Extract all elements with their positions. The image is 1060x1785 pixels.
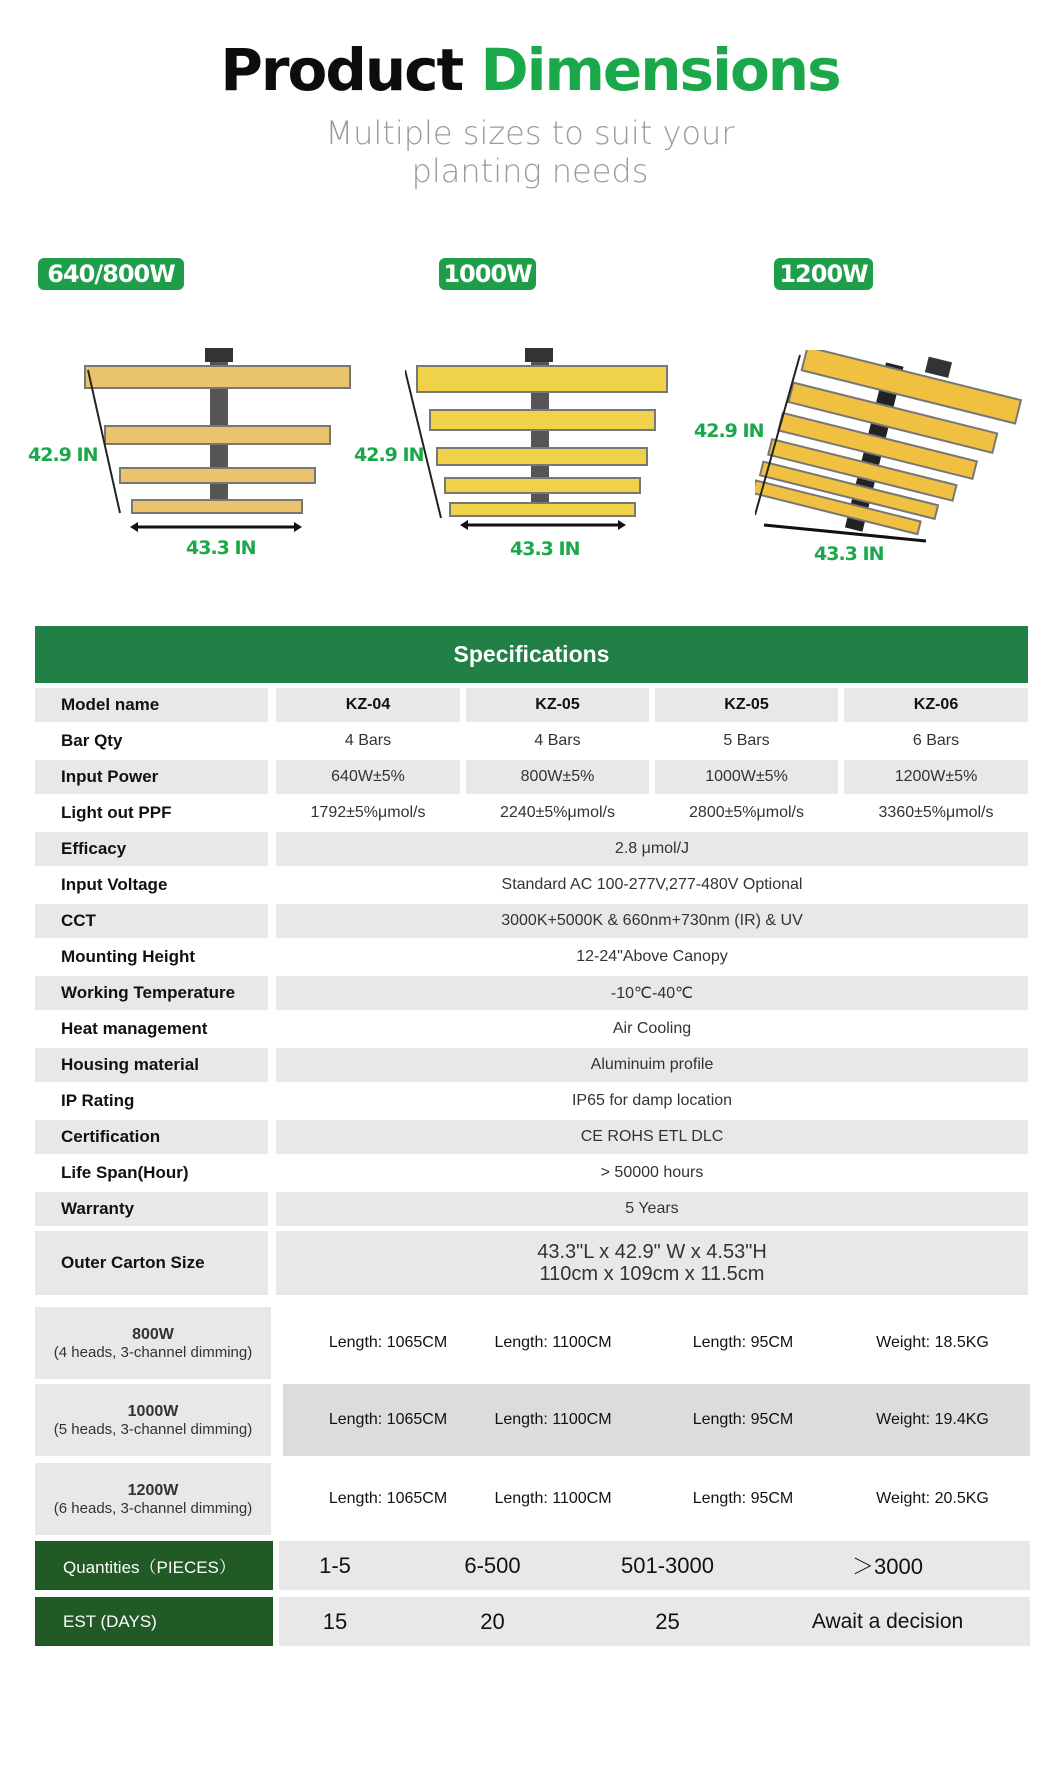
quantities-value: 501-3000 <box>621 1552 714 1578</box>
spec-row-label: Input Voltage <box>61 875 168 894</box>
spec-row-value: 2.8 μmol/J <box>276 832 1028 866</box>
title-part1: Product <box>220 36 463 104</box>
spec-row-value: 5 Years <box>276 1192 1028 1226</box>
est-label: EST (DAYS) <box>35 1597 273 1646</box>
dimension-model: 1000W <box>127 1402 179 1420</box>
spec-row-label: Life Span(Hour) <box>61 1163 189 1182</box>
est-value: 15 <box>322 1608 348 1634</box>
spec-row-value: 3360±5%μmol/s <box>878 804 994 821</box>
spec-row-value: 3000K+5000K & 660nm+730nm (IR) & UV <box>276 904 1028 938</box>
quantities-value: 1-5 <box>319 1552 351 1578</box>
lamp-4-bar-image <box>80 348 355 538</box>
subtitle-line2: planting needs <box>411 152 649 190</box>
width-label-2: 43.3 IN <box>510 538 580 560</box>
quantities-value: 6-500 <box>464 1552 521 1578</box>
dimension-model: 800W <box>132 1325 174 1343</box>
spec-row-value: KZ-05 <box>655 688 838 722</box>
dimension-model-desc: (4 heads, 3-channel dimming) <box>53 1343 253 1361</box>
dimension-value: Weight: 18.5KG <box>876 1334 989 1351</box>
dimension-model: 1200W <box>127 1481 179 1499</box>
dimension-value: Weight: 19.4KG <box>876 1411 989 1428</box>
height-label-3: 42.9 IN <box>694 420 764 442</box>
est-value: Await a decision <box>811 1609 964 1633</box>
spec-row-label: Input Power <box>35 760 268 794</box>
width-arrow-icon <box>130 520 302 534</box>
subtitle-line1: Multiple sizes to suit your <box>325 114 735 152</box>
spec-row-value: Aluminuim profile <box>276 1048 1028 1082</box>
spec-row-value: 800W±5% <box>466 760 649 794</box>
model-badge-640-800w: 640/800W <box>38 258 184 290</box>
spec-row-label: Heat management <box>61 1019 208 1038</box>
spec-row-label: Model name <box>35 688 268 722</box>
carton-size-inches: 43.3"L x 42.9" W x 4.53"H <box>537 1241 767 1263</box>
dimension-value: Length: 1100CM <box>494 1490 612 1507</box>
spec-row-value: 6 Bars <box>912 732 960 749</box>
spec-row-value: KZ-04 <box>276 688 460 722</box>
carton-size-value <box>276 1231 1028 1295</box>
est-value: 25 <box>655 1608 680 1634</box>
spec-row-value: CE ROHS ETL DLC <box>276 1120 1028 1154</box>
spec-row-value: 1792±5%μmol/s <box>310 804 426 821</box>
model-badge-1200w: 1200W <box>774 258 873 290</box>
lamp-6-bar-image <box>755 350 1025 545</box>
spec-row-value: Standard AC 100-277V,277-480V Optional <box>501 876 803 893</box>
spec-row-value: 4 Bars <box>534 732 581 749</box>
carton-size-cm: 110cm x 109cm x 11.5cm <box>539 1263 765 1285</box>
spec-row-label: Mounting Height <box>61 947 196 966</box>
lamp-5-bar-image <box>405 348 675 538</box>
dimension-value: Weight: 20.5KG <box>876 1490 989 1507</box>
spec-row-value: 1000W±5% <box>655 760 838 794</box>
dimension-value: Length: 1065CM <box>328 1490 448 1507</box>
dimension-value: Length: 95CM <box>692 1490 794 1507</box>
dimension-model-desc: (5 heads, 3-channel dimming) <box>53 1420 253 1438</box>
dimension-row-label <box>35 1463 271 1535</box>
spec-row-label: CCT <box>35 904 268 938</box>
spec-row-value: 5 Bars <box>723 732 770 749</box>
quantities-label: Quantities（PIECES） <box>35 1541 273 1590</box>
spec-row-value: KZ-05 <box>466 688 649 722</box>
dimension-value: Length: 1065CM <box>328 1334 448 1351</box>
dimension-value: Length: 95CM <box>692 1411 794 1428</box>
dimension-value: Length: 1100CM <box>494 1334 612 1351</box>
spec-row-value: 12-24"Above Canopy <box>576 948 728 965</box>
spec-row-value: KZ-06 <box>844 688 1028 722</box>
spec-row-label: Light out PPF <box>61 803 172 822</box>
spec-row-value: -10℃-40℃ <box>276 976 1028 1010</box>
title-part2: Dimensions <box>480 36 840 104</box>
dimension-value: Length: 95CM <box>692 1334 794 1351</box>
spec-row-value: 2800±5%μmol/s <box>689 804 804 821</box>
spec-row-label: Housing material <box>35 1048 268 1082</box>
spec-row-value: 640W±5% <box>276 760 460 794</box>
dimension-row-label <box>35 1384 271 1456</box>
width-label-1: 43.3 IN <box>186 537 256 559</box>
dimension-value: Length: 1100CM <box>494 1411 612 1428</box>
spec-row-value: 1200W±5% <box>844 760 1028 794</box>
spec-row-value: > 50000 hours <box>600 1164 704 1181</box>
est-value: 20 <box>480 1608 505 1634</box>
dimension-model-desc: (6 heads, 3-channel dimming) <box>53 1499 253 1517</box>
spec-row-label: Working Temperature <box>35 976 268 1010</box>
spec-row-label: IP Rating <box>61 1091 135 1110</box>
spec-row-label: Outer Carton Size <box>35 1231 268 1295</box>
width-arrow-icon <box>460 518 626 532</box>
quantities-value: ＞3000 <box>852 1554 923 1579</box>
spec-row-value: IP65 for damp location <box>571 1092 733 1109</box>
dimension-row-label <box>35 1307 271 1379</box>
model-badge-1000w: 1000W <box>439 258 536 290</box>
width-label-3: 43.3 IN <box>814 543 884 565</box>
spec-row-value: 2240±5%μmol/s <box>500 804 615 821</box>
spec-row-value: Air Cooling <box>612 1020 692 1037</box>
spec-row-label: Warranty <box>35 1192 268 1226</box>
page-title <box>0 36 1060 104</box>
spec-row-label: Bar Qty <box>61 731 123 750</box>
spec-row-label: Efficacy <box>35 832 268 866</box>
dimension-value: Length: 1065CM <box>328 1411 448 1428</box>
spec-row-label: Certification <box>35 1120 268 1154</box>
height-label-1: 42.9 IN <box>28 444 98 466</box>
spec-row-value: 4 Bars <box>344 732 392 749</box>
specifications-header: Specifications <box>35 626 1028 683</box>
height-label-2: 42.9 IN <box>354 444 424 466</box>
